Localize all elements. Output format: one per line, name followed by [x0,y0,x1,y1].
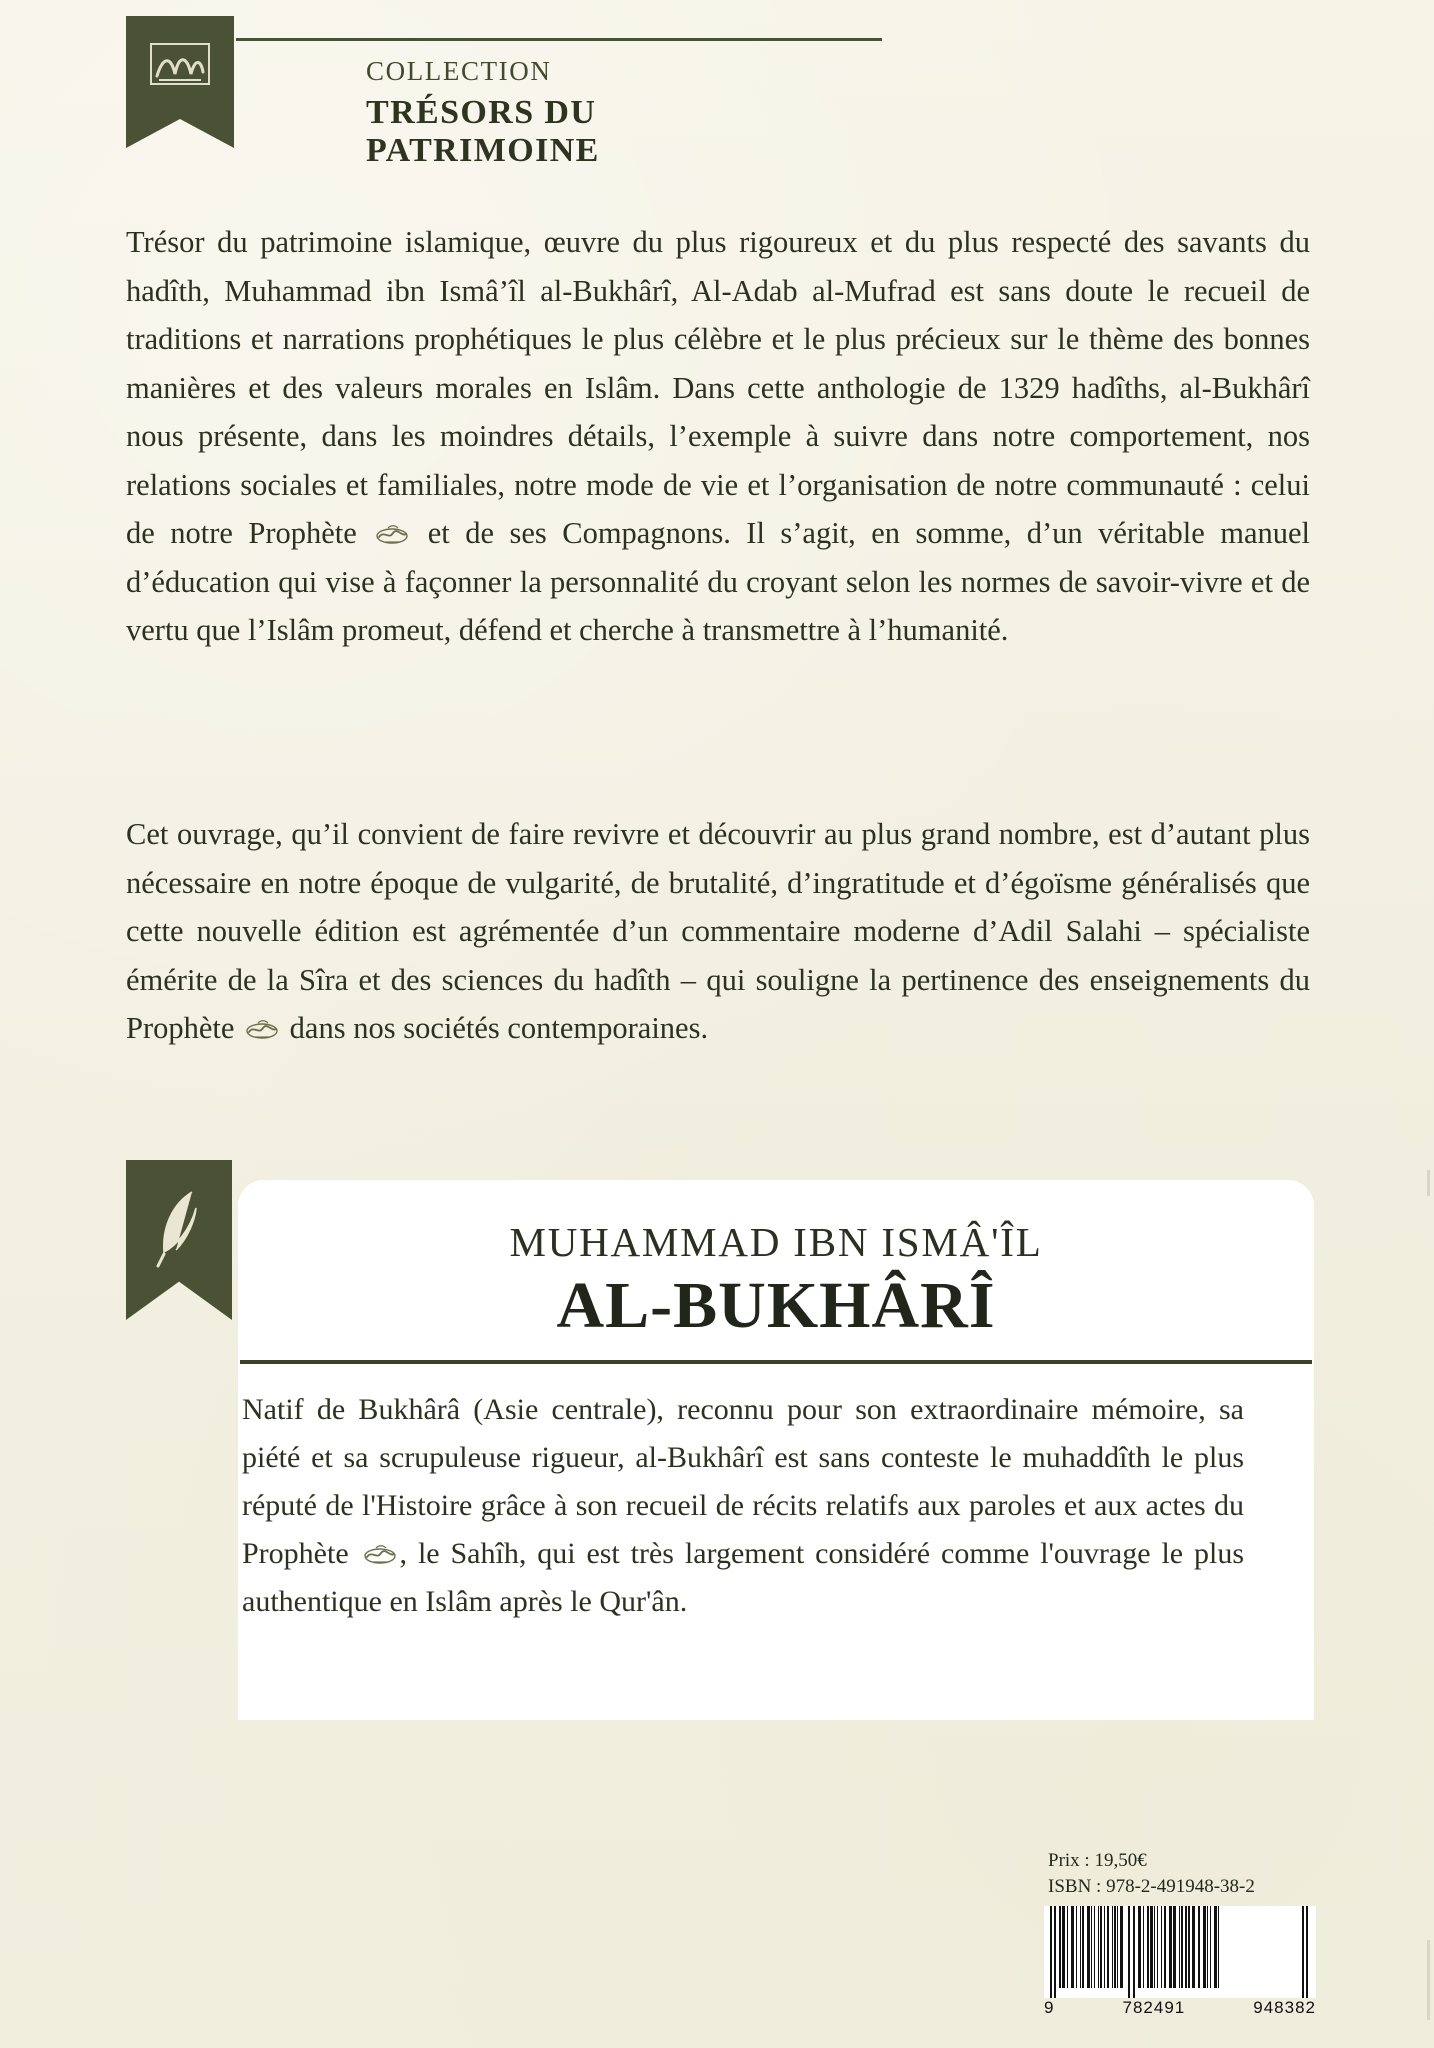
barcode-digit-group-right: 948382 [1253,1998,1316,2017]
price-label: Prix : 19,50€ [1048,1850,1147,1871]
blurb-paragraph-2-text: Cet ouvrage, qu’il convient de faire revivre et découvrir au plus grand nombre, est d’autant plus nécessaire en notre époque de vulgarité, de brutalité, d’ingratitude et d’égoïsme généralisés que cette nouvelle édition est agrémentée d’un commentaire moderne d’Adil Salahi – spécialiste émérite de la Sîra et des sciences du hadîth – qui souligne la pertinence des enseignements du Prophète [126,817,1310,1045]
collection-divider [236,38,882,41]
barcode-digit-group-mid: 782491 [1122,1998,1186,2017]
blurb-paragraph-1-continuation: et de ses Compagnons. Il s’agit, en somme, d’un véritable manuel d’éducation qui vise à façonner la personnalité du croyant selon les normes de savoir-vivre et de vertu que l’Islâm promeut, défend et cherche à transmettre à l’humanité. [126,516,1311,647]
blurb-paragraph-2 [126,810,1310,1053]
author-card [126,1160,1314,1720]
author-bio-part-1: Natif de Bukhârâ (Asie centrale), reconnu pour son extraordinaire mémoire, sa piété et sa scrupuleuse rigueur, al-Bukhârî est sans conteste le muhaddîth le plus réputé de l'Histoire grâce à son recueil de récits relatifs aux paroles et aux actes du Prophète [242,1393,1244,1570]
calligraphy-emblem-icon [144,40,216,92]
author-divider [240,1360,1312,1364]
barcode [1044,1906,1316,2024]
page-edge-mark [1427,1170,1430,1196]
barcode-bars [1044,1906,1316,1998]
blurb-paragraph-1 [126,218,1310,655]
author-name-main: AL-BUKHÂRÎ [556,1269,996,1342]
collection-header [126,16,786,169]
salawat-ornament-icon [245,1019,279,1041]
barcode-digits [1044,1998,1316,2018]
feather-quill-icon [152,1186,206,1272]
collection-label: COLLECTION [366,56,552,86]
page-edge-mark [1427,1940,1430,2020]
barcode-digit-group-left: 9 [1044,1998,1055,2017]
collection-title: TRÉSORS DU PATRIMOINE [366,94,600,169]
product-meta [1048,1848,1314,1900]
salawat-ornament-icon [375,524,409,546]
author-name-top: MUHAMMAD IBN ISMÂ'ÎL [509,1219,1043,1265]
isbn-label: ISBN : 978-2-491948-38-2 [1048,1876,1255,1897]
author-bio-part-2: , le Sahîh, qui est très largement considéré comme l'ouvrage le plus authentique en Islâm après le Qur'ân. [242,1537,1245,1618]
salawat-ornament-icon [363,1544,397,1566]
blurb-paragraph-2-continuation: dans nos sociétés contemporaines. [289,1011,709,1045]
blurb-paragraph-1-text: Trésor du patrimoine islamique, œuvre du plus rigoureux et du plus respecté des savants du hadîth, Muhammad ibn Ismâ’îl al-Bukhârî, Al-Adab al-Mufrad est sans doute le recueil de traditions et narrations prophétiques le plus célèbre et le plus précieux sur le thème des bonnes manières et des valeurs morales en Islâm. Dans cette anthologie de 1329 hadîths, al-Bukhârî nous présente, dans les moindres détails, l’exemple à suivre dans notre comportement, nos relations sociales et familiales, notre mode de vie et l’organisation de notre communauté : celui de notre Prophète [126,225,1310,550]
author-bio [242,1386,1244,1626]
